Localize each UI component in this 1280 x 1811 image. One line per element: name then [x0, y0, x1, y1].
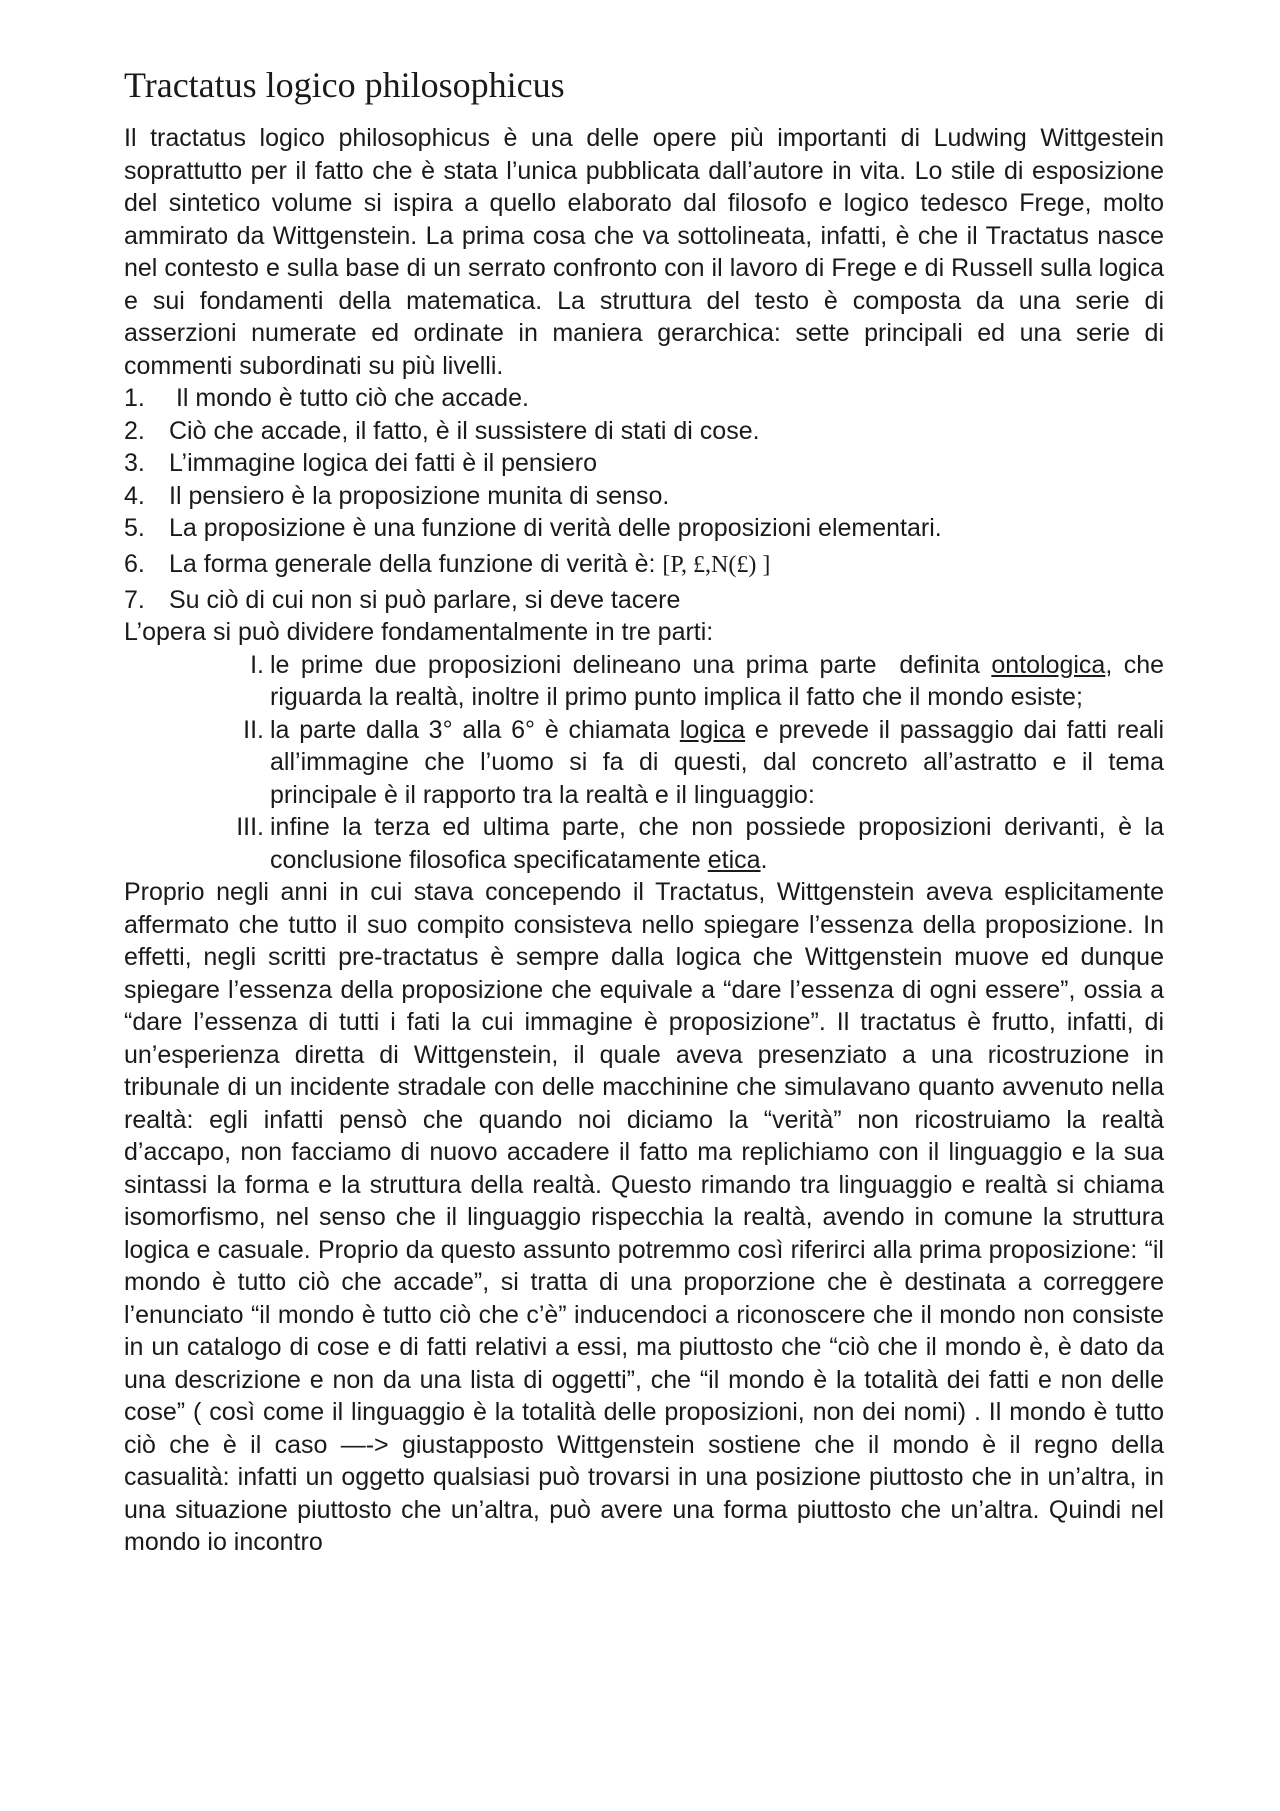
- parts-intro: L’opera si può dividere fondamentalmente in tre parti:: [124, 618, 714, 646]
- propositions-list: [124, 382, 1164, 616]
- part-text-before: la parte dalla 3° alla 6° è chiamata: [270, 715, 680, 744]
- list-item: [124, 447, 1164, 480]
- roman-numeral: II.: [243, 715, 264, 744]
- list-item: [232, 714, 1164, 812]
- underlined-term: logica: [679, 715, 746, 744]
- part-text-after: e prevede il passaggio dai fatti reali all’immagine che l’uomo si fa di questi, dal concreto all’astratto e il tema principale è il rapporto tra la realtà e il linguaggio:: [270, 715, 1164, 809]
- underlined-term: etica: [707, 845, 761, 874]
- list-item: [124, 512, 1164, 545]
- list-number: 2.: [124, 416, 145, 445]
- part-text: [270, 811, 1164, 876]
- list-item: [124, 584, 1164, 617]
- list-text: Il pensiero è la proposizione munita di senso.: [169, 481, 670, 510]
- list-item: [232, 649, 1164, 714]
- parts-list: [124, 649, 1164, 877]
- part-text: [270, 649, 1164, 714]
- list-item: [232, 811, 1164, 876]
- list-item: [124, 382, 1164, 415]
- intro-paragraph: Il tractatus logico philosophicus è una delle opere più importanti di Ludwing Wittgestein soprattutto per il fatto che è stata l’unica pubblicata dall’autore in vita. Lo stile di esposizione del sintetico volume si ispira a quello elaborato dal filosofo e logico tedesco Frege, molto ammirato da Wittgenstein. La prima cosa che va sottolineata, infatti, è che il Tractatus nasce nel contesto e sulla base di un serrato confronto con il lavoro di Frege e di Russell sulla logica e sui fondamenti della matematica. La struttura del testo è composta da una serie di asserzioni numerate ed ordinate in maniera gerarchica: sette principali ed una serie di commenti subordinati su più livelli.: [124, 124, 1164, 380]
- list-text: Ciò che accade, il fatto, è il sussistere di stati di cose.: [169, 416, 760, 445]
- list-number: 3.: [124, 449, 145, 477]
- part-text-after: , che riguarda la realtà, inoltre il primo punto implica il fatto che il mondo esiste;: [270, 650, 1164, 711]
- page-title: Tractatus logico philosophicus: [124, 65, 565, 105]
- list-text-main: La forma generale della funzione di verità è:: [169, 549, 663, 578]
- list-text: [169, 545, 770, 584]
- list-text: La proposizione è una funzione di verità delle proposizioni elementari.: [169, 514, 942, 542]
- list-text: L’immagine logica dei fatti è il pensiero: [169, 449, 598, 477]
- part-text-before: infine la terza ed ultima parte, che non possiede proposizioni derivanti, è la conclusione filosofica specificatamente: [270, 813, 1164, 874]
- list-number: 1.: [124, 384, 145, 412]
- part-text-after: .: [760, 845, 768, 874]
- list-number: 6.: [124, 549, 145, 578]
- list-text: Il mondo è tutto ciò che accade.: [169, 384, 529, 412]
- list-item: [124, 415, 1164, 448]
- underlined-term: ontologica: [991, 650, 1106, 679]
- roman-numeral: I.: [250, 650, 264, 679]
- list-item: [124, 480, 1164, 513]
- list-number: 7.: [124, 585, 145, 614]
- body-paragraph: Proprio negli anni in cui stava concependo il Tractatus, Wittgenstein aveva esplicitamente affermato che tutto il suo compito consisteva nello spiegare l’essenza della proposizione. In effetti, negli scritti pre-tractatus è sempre dalla logica che Wittgenstein muove ed dunque spiegare l’essenza della proposizione che equivale a “dare l’essenza di ogni essere”, ossia a “dare l’essenza di tutti i fati la cui immagine è proposizione”. Il tractatus è frutto, infatti, di un’esperienza diretta di Wittgenstein, il quale aveva presenziato a una ricostruzione in tribunale di un incidente stradale con delle macchinine che simulavano quanto avvenuto nella realtà: egli infatti pensò che quando noi diciamo la “verità” non ricostruiamo la realtà d’accapo, non facciamo di nuovo accadere il fatto ma replichiamo con il linguaggio e la sua sintassi la forma e la struttura della realtà. Questo rimando tra linguaggio e realtà si chiama isomorfismo, nel senso che il linguaggio rispecchia la realtà, avendo in comune la struttura logica e casuale. Proprio da questo assunto potremmo così riferirci alla prima proposizione: “il mondo è tutto ciò che accade”, si tratta di una proporzione che è destinata a correggere l’enunciato “il mondo è tutto ciò che c’è” inducendoci a riconoscere che il mondo non consiste in un catalogo di cose e di fatti relativi a essi, ma piuttosto che “ciò che il mondo è, è dato da una descrizione e non da una lista di oggetti”, che “il mondo è la totalità dei fatti e non delle cose” ( così come il linguaggio è la totalità delle proposizioni, non dei nomi) . Il mondo è tutto ciò che è il caso —-> giustapposto Wittgenstein sostiene che il mondo è il regno della casualità: infatti un oggetto qualsiasi può trovarsi in una posizione piuttosto che in un’altra, in una situazione piuttosto che un’altra, può avere una forma piuttosto che un’altra. Quindi nel mondo io incontro: [124, 878, 1164, 1556]
- document-page: [124, 60, 1164, 1559]
- roman-numeral: III.: [236, 813, 264, 841]
- list-number: 4.: [124, 481, 145, 510]
- list-text: Su ciò di cui non si può parlare, si deve tacere: [169, 585, 681, 614]
- part-text: [270, 714, 1164, 812]
- list-item: [124, 545, 1164, 584]
- formula: [P, £,N(£) ]: [662, 551, 771, 578]
- list-number: 5.: [124, 514, 145, 542]
- part-text-before: le prime due proposizioni delineano una prima parte definita: [270, 650, 992, 679]
